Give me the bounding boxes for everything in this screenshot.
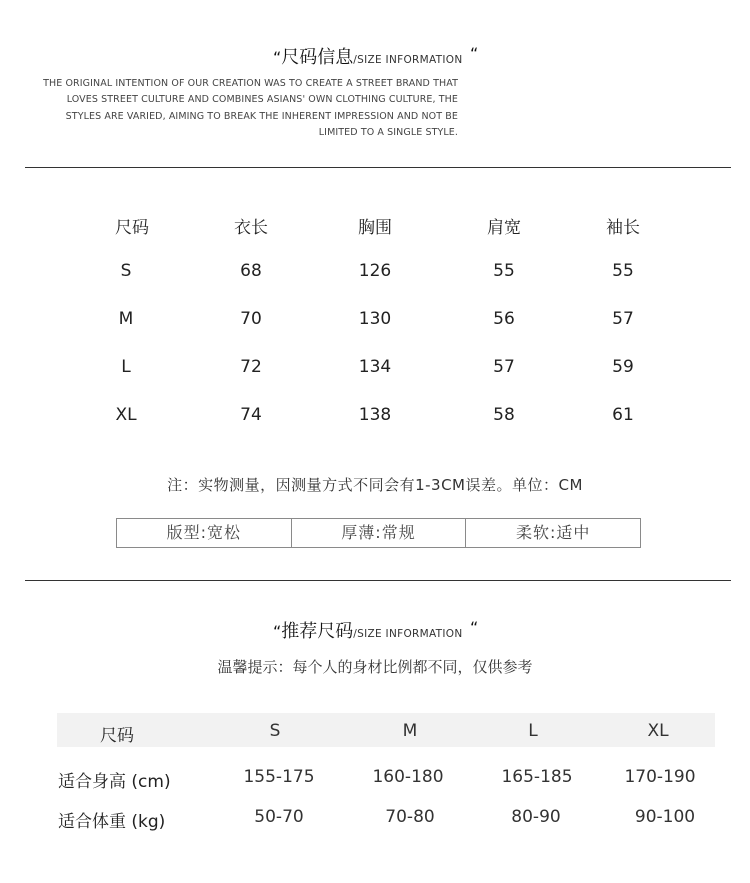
recommend-title-cn: 推荐尺码 [281, 621, 354, 642]
size-table-header: 袖长 [606, 218, 640, 238]
size-table-cell: 138 [358, 405, 392, 425]
size-table-cell: 70 [240, 309, 262, 329]
recommend-tip: 温馨提示：每个人的身材比例都不同，仅供参考 [217, 658, 533, 676]
close-quote [470, 617, 478, 638]
size-table-cell: 57 [493, 357, 515, 377]
size-table-cell: 59 [612, 357, 634, 377]
size-table-header: 尺码 [115, 218, 149, 238]
recommend-title [273, 617, 462, 643]
measurement-note: 注：实物测量，因测量方式不同会有1-3CM误差。单位：CM [167, 476, 583, 494]
intro-line: LIMITED TO A SINGLE STYLE. [318, 126, 458, 138]
intro-line: LOVES STREET CULTURE AND COMBINES ASIANS' OWN CLOTHING CULTURE, THE [66, 94, 458, 106]
open-quote: “ [273, 622, 282, 641]
recommend-cell: 90-100 [634, 807, 696, 827]
tag-softness: 柔软:适中 [515, 523, 591, 542]
recommend-cell: 70-80 [385, 807, 435, 827]
recommend-cell: 160-180 [372, 767, 444, 787]
size-table-cell: 68 [240, 261, 262, 281]
size-table-cell: 72 [240, 357, 262, 377]
recommend-cell: 80-90 [511, 807, 561, 827]
recommend-header: L [528, 721, 538, 741]
divider-middle [25, 580, 731, 581]
tag-thickness: 厚薄:常规 [292, 519, 467, 547]
recommend-header-bar [57, 713, 715, 747]
recommend-cell: 170-190 [624, 767, 696, 787]
size-table-cell: 74 [240, 405, 262, 425]
close-quote-glyph: “ [470, 618, 479, 637]
size-table-cell: XL [115, 405, 137, 425]
tag-fit: 版型:宽松 [117, 519, 292, 547]
intro-line: THE ORIGINAL INTENTION OF OUR CREATION WAS TO CREATE A STREET BRAND THAT [43, 78, 458, 89]
recommend-row-label: 适合身高 (cm) [58, 772, 171, 792]
size-table-cell: 57 [612, 309, 634, 329]
intro-line: STYLES ARE VARIED, AIMING TO BREAK THE INHERENT IMPRESSION AND NOT BE [65, 110, 458, 122]
size-table-cell: 55 [612, 261, 634, 281]
recommend-cell: 155-175 [243, 767, 315, 787]
size-table-cell: 55 [493, 261, 515, 281]
size-table-header: 胸围 [358, 218, 392, 238]
recommend-title-en: /SIZE INFORMATION [353, 628, 463, 640]
size-table-cell: M [118, 309, 134, 329]
brand-intro-text [18, 76, 458, 141]
size-info-title-en: /SIZE INFORMATION [353, 54, 463, 66]
size-table-cell: 56 [493, 309, 515, 329]
size-table-cell: 130 [358, 309, 392, 329]
size-table-cell: 134 [358, 357, 392, 377]
size-info-title-cn: 尺码信息 [281, 47, 354, 68]
size-table-header: 衣长 [234, 218, 268, 238]
size-table-cell: L [121, 357, 131, 377]
size-table-cell: 61 [612, 405, 634, 425]
size-info-title [273, 43, 462, 69]
size-table-cell: 58 [493, 405, 515, 425]
open-quote: “ [273, 48, 282, 67]
recommend-cell: 50-70 [254, 807, 304, 827]
recommend-row-label: 适合体重 (kg) [58, 812, 166, 832]
size-table-header: 肩宽 [487, 218, 521, 238]
recommend-header: 尺码 [100, 726, 134, 746]
close-quote [470, 43, 478, 64]
recommend-header: S [269, 721, 281, 741]
recommend-header: M [402, 721, 418, 741]
attribute-tags [116, 518, 641, 548]
recommend-cell: 165-185 [501, 767, 573, 787]
divider-top [25, 167, 731, 168]
close-quote-glyph: “ [470, 44, 479, 63]
size-table-cell: 126 [358, 261, 392, 281]
recommend-header: XL [647, 721, 669, 741]
size-table-cell: S [120, 261, 132, 281]
